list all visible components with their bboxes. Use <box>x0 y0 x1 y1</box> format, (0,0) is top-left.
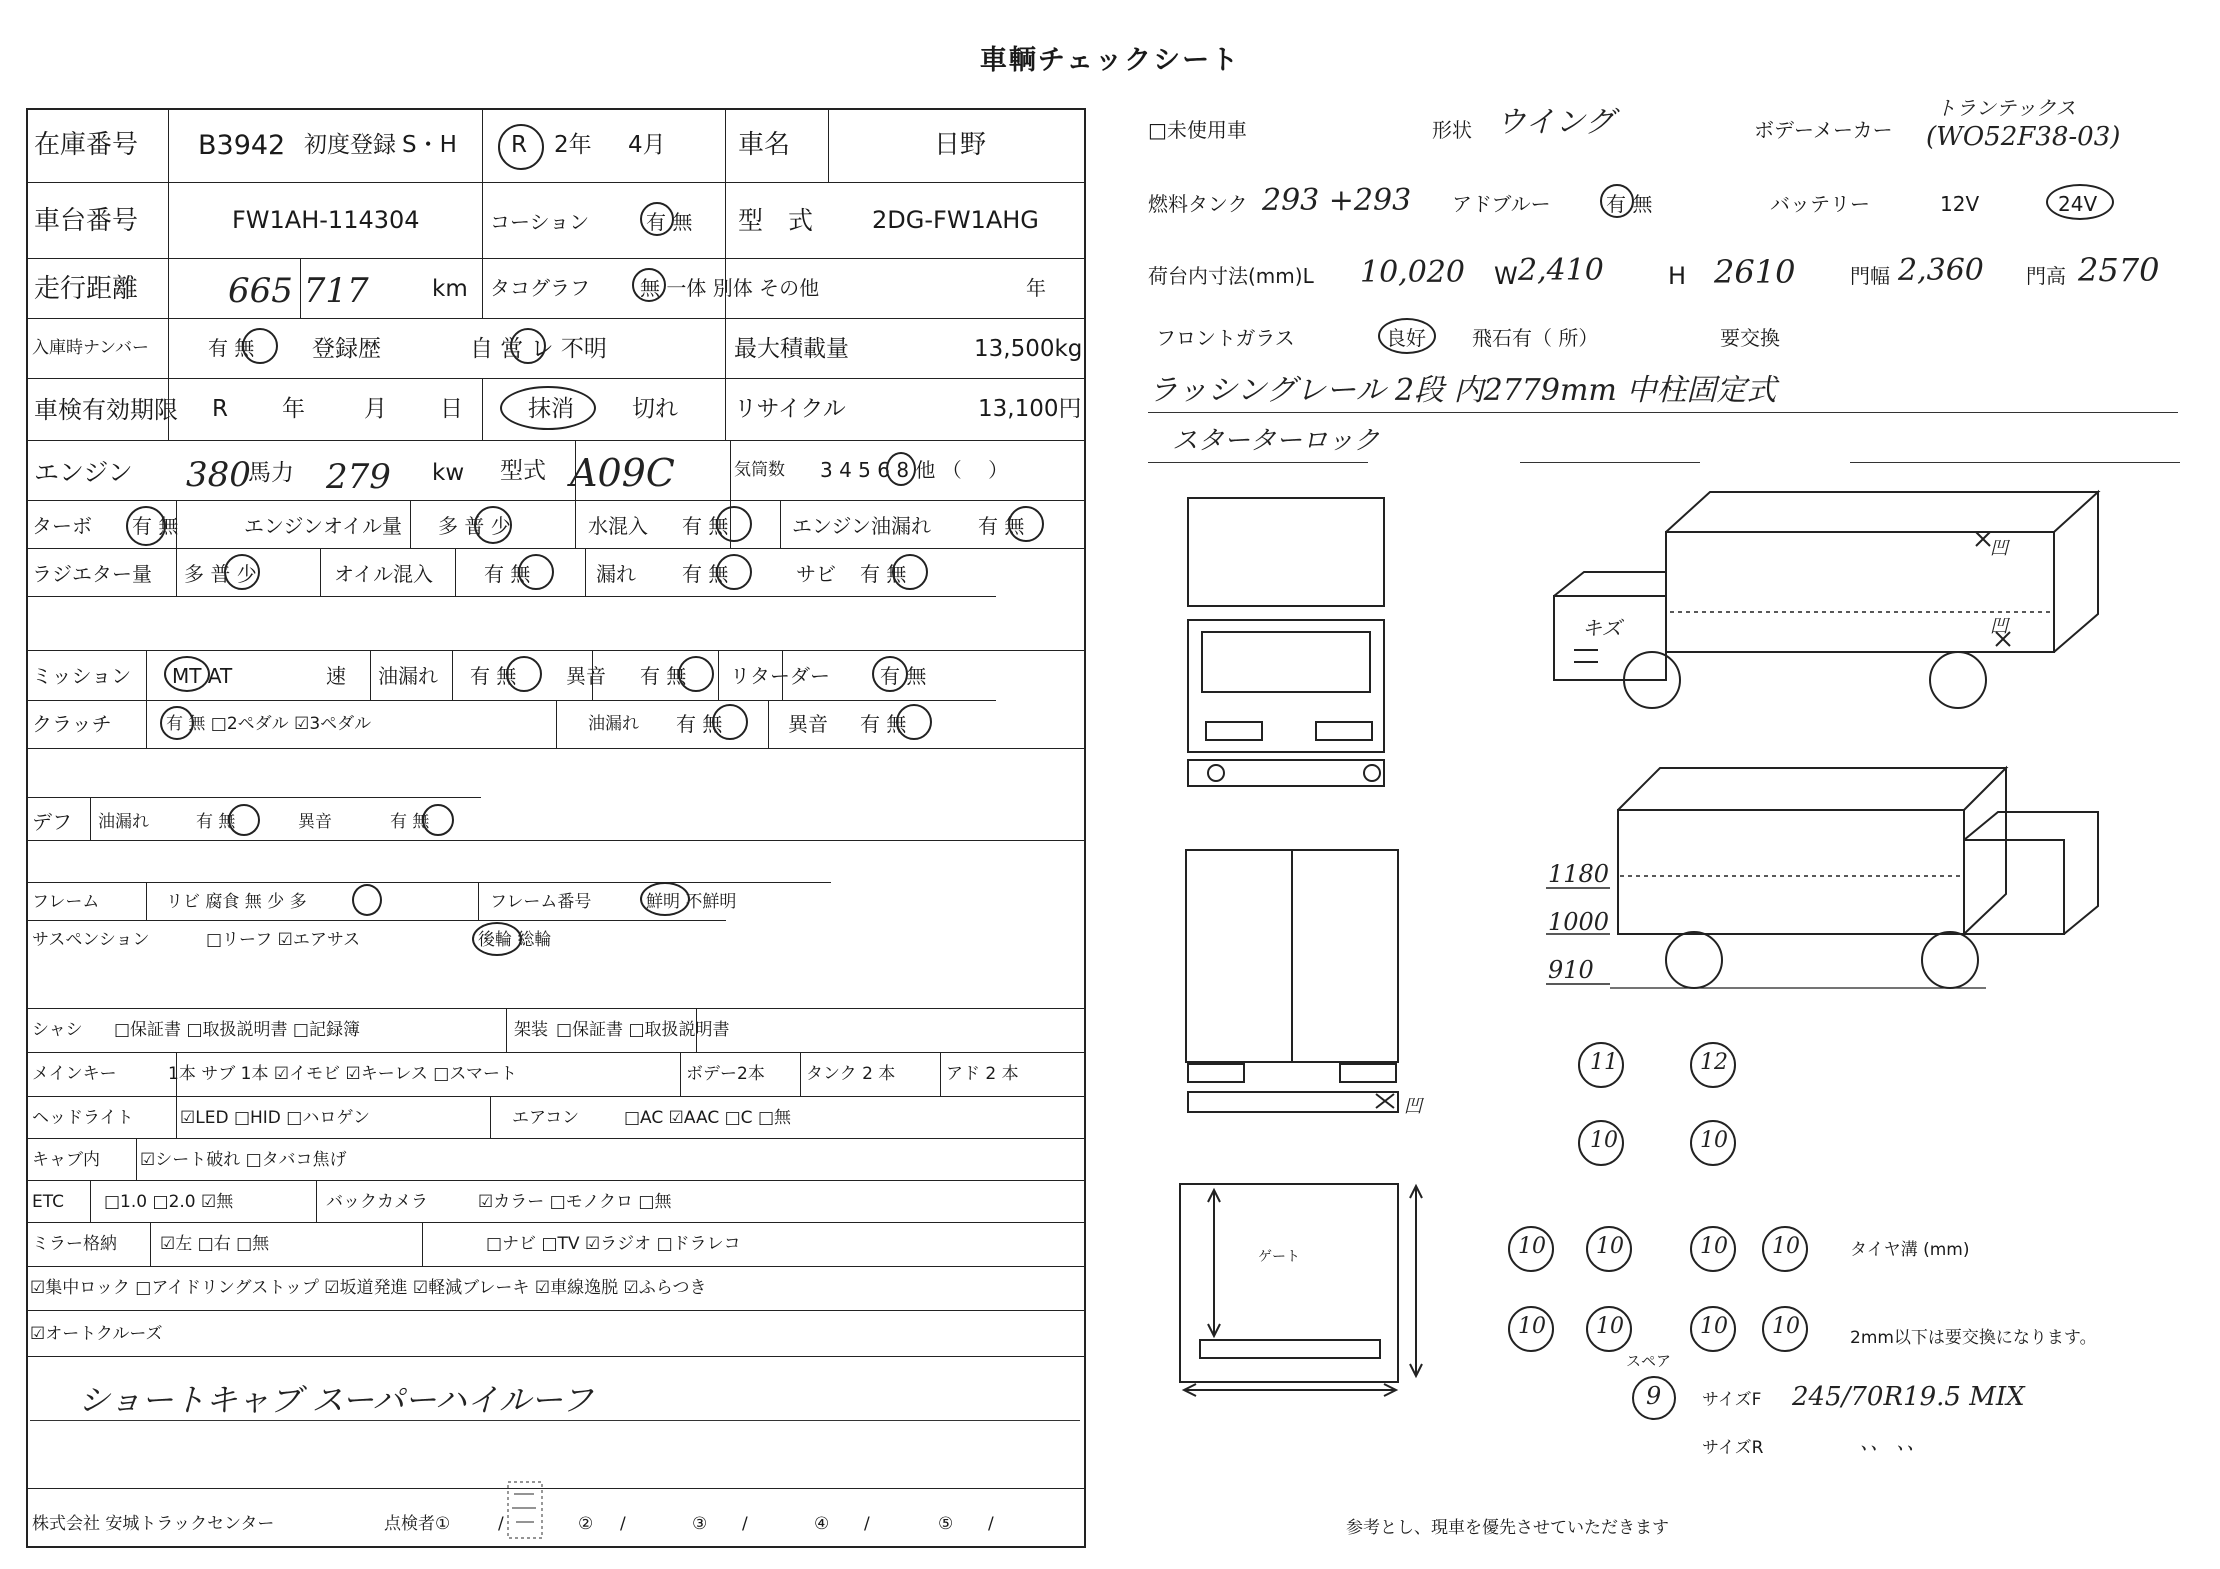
cab-label: キャブ内 <box>32 1150 100 1170</box>
chassis-docs-label: シャシ <box>32 1020 83 1040</box>
leak-options: 有 無 <box>682 562 729 586</box>
insp-day: 日 <box>440 396 463 422</box>
tire-9: 10 <box>1518 1314 1546 1339</box>
max-load-value: 13,500kg <box>974 336 1083 362</box>
gate-label: ゲート <box>1258 1249 1300 1265</box>
ac-options: □AC ☑AAC □C □無 <box>624 1108 792 1128</box>
frame-label: フレーム <box>32 892 100 912</box>
oil-leak-options: 有 無 <box>978 514 1025 538</box>
shape-value: ウイング <box>1496 105 1615 140</box>
inspection-label: 車検有効期限 <box>34 396 178 424</box>
mission-options: MT AT <box>172 664 233 688</box>
clutch-leak-label: 油漏れ <box>588 714 639 734</box>
clutch-options: 有 無 □2ペダル ☑3ペダル <box>166 714 372 734</box>
insp-cancel: 抹消 <box>528 396 574 422</box>
mirror-label: ミラー格納 <box>32 1234 117 1254</box>
era-selected: R <box>511 132 527 158</box>
tire-10: 10 <box>1596 1314 1624 1339</box>
diff-leak-label: 油漏れ <box>98 812 149 832</box>
etc-options: □1.0 □2.0 ☑無 <box>104 1192 234 1212</box>
key-label: メインキー <box>32 1064 117 1084</box>
radiator-options: 多 普 少 <box>184 562 257 586</box>
tire-6: 10 <box>1596 1234 1624 1259</box>
clutch-label: クラッチ <box>32 712 112 736</box>
frame-no-options: 鮮明 不鮮明 <box>646 892 737 912</box>
adblue-label: アドブルー <box>1452 192 1551 216</box>
leak-label: 漏れ <box>596 562 636 586</box>
recycle-label: リサイクル <box>734 396 846 422</box>
coating-options: 有 無 <box>646 210 693 234</box>
company-name: 株式会社 安城トラックセンター <box>32 1514 275 1534</box>
car-name-label: 車名 <box>738 130 791 160</box>
door-width-label: 門幅 <box>1850 264 1890 288</box>
key-options: 1本 サブ 1本 ☑イモビ ☑キーレス □スマート <box>168 1064 518 1084</box>
oil-mix-options: 有 無 <box>484 562 531 586</box>
mission-leak-options: 有 無 <box>470 664 517 688</box>
mission-noise-options: 有 無 <box>640 664 687 688</box>
mileage-label: 走行距離 <box>34 274 139 304</box>
tire-4: 10 <box>1700 1128 1728 1153</box>
inspector-slash: / <box>742 1514 748 1534</box>
door-width: 2,360 <box>1898 253 1984 288</box>
inspector-slash: / <box>864 1514 870 1534</box>
inspector-slot-3: ③ <box>692 1514 708 1534</box>
tire-5: 10 <box>1518 1234 1546 1259</box>
susp-label: サスペンション <box>32 930 150 950</box>
recycle-value: 13,100円 <box>978 396 1082 422</box>
first-reg-label: 初度登録 <box>304 132 396 158</box>
damage-note-lower: 凹 <box>1990 616 2008 637</box>
era-options: S・H <box>402 132 457 158</box>
top-view <box>1180 1184 1398 1382</box>
chassis-no-value: FW1AH-114304 <box>232 206 420 234</box>
frame-options: リビ 腐食 無 少 多 <box>166 892 307 912</box>
rear-dent-note: 凹 <box>1404 1096 1422 1117</box>
tire-replace-note: 2mm以下は要交換になります。 <box>1850 1328 2097 1348</box>
camera-options: ☑カラー □モノクロ □無 <box>478 1192 672 1212</box>
susp-options: □リーフ ☑エアサス <box>206 930 361 950</box>
mission-noise-label: 異音 <box>566 664 606 688</box>
fuel-label: 燃料タンク <box>1148 192 1248 216</box>
size-front-label: サイズF <box>1702 1390 1762 1410</box>
insp-r: R <box>212 396 228 422</box>
cyl-options: 3 4 5 6 8 他 （ ） <box>820 458 1009 482</box>
remark-line-1: ラッシングレール 2段 内2779mm 中柱固定式 <box>1148 373 1777 408</box>
mirror-options: ☑左 □右 □無 <box>160 1234 270 1254</box>
chassis-docs-options: □保証書 □取扱説明書 □記録簿 <box>114 1020 360 1040</box>
side-view-b-cargo <box>1618 810 1964 934</box>
adblue-key: アド 2 本 <box>946 1064 1019 1084</box>
windshield-good: 良好 <box>1386 326 1426 350</box>
cargo-width-label: W <box>1494 262 1518 290</box>
cargo-length: 10,020 <box>1360 255 1465 290</box>
kw-label: kw <box>432 460 465 486</box>
floor-height-1000: 1000 <box>1548 908 1610 936</box>
tire-1: 11 <box>1590 1050 1618 1075</box>
tank-key: タンク 2 本 <box>806 1064 896 1084</box>
replace-label: 要交換 <box>1720 326 1780 350</box>
car-name-value: 日野 <box>934 130 987 160</box>
oil-leak-label: エンジン油漏れ <box>792 514 931 538</box>
insp-expired: 切れ <box>632 396 678 422</box>
adblue-options: 有 無 <box>1606 192 1653 216</box>
scratch-note: キズ <box>1582 616 1622 640</box>
inspector-slash: / <box>620 1514 626 1534</box>
remark-line-2: スターターロック <box>1172 426 1380 456</box>
fuel-value: 293 +293 <box>1262 183 1412 218</box>
susp-extra: 後輪 総輪 <box>478 930 552 950</box>
clutch-noise-options: 有 無 <box>860 712 907 736</box>
page-title: 車輌チェックシート <box>979 45 1241 76</box>
windshield-label: フロントガラス <box>1156 326 1295 350</box>
camera-label: バックカメラ <box>326 1192 428 1212</box>
door-height-label: 門高 <box>2026 264 2066 288</box>
cyl-label: 気筒数 <box>734 460 785 480</box>
tire-8: 10 <box>1772 1234 1800 1259</box>
stock-no-label: 在庫番号 <box>34 130 139 160</box>
inspector-slot-4: ④ <box>814 1514 830 1534</box>
body-docs-label: 架装 <box>514 1020 548 1040</box>
front-view-top <box>1188 498 1384 606</box>
damage-note-upper: 凹 <box>1990 538 2008 559</box>
cargo-dim-label: 荷台内寸法(mm)L <box>1148 264 1314 288</box>
turbo-label: ターボ <box>32 514 92 538</box>
front-view-cab <box>1188 620 1384 752</box>
floor-height-910: 910 <box>1548 956 1594 984</box>
reference-note: 参考とし、現車を優先させていただきます <box>1346 1518 1669 1538</box>
notes-handwritten: ショートキャブ スーパーハイルーフ <box>78 1381 594 1419</box>
mileage-unit: km <box>432 276 468 302</box>
inspector-slash: / <box>988 1514 994 1534</box>
reg-history-label: 登録歴 <box>312 336 381 362</box>
mission-leak-label: 油漏れ <box>378 664 438 688</box>
headlight-options: ☑LED □HID □ハロゲン <box>180 1108 371 1128</box>
size-rear-label: サイズR <box>1702 1438 1764 1458</box>
diff-label: デフ <box>32 810 72 834</box>
reg-month: 4月 <box>628 132 666 158</box>
chip-label: 飛石有（ 所） <box>1472 326 1599 350</box>
spare-label: スペア <box>1626 1352 1672 1370</box>
stock-no-value: B3942 <box>198 130 286 161</box>
tire-7: 10 <box>1700 1234 1728 1259</box>
mission-speed: 速 <box>326 664 346 688</box>
retarder-options: 有 無 <box>880 664 927 688</box>
engine-model-value: A09C <box>570 451 675 495</box>
kw-value: 279 <box>326 457 391 497</box>
body-maker-name: トランテックス <box>1936 96 2076 120</box>
cruise-option: ☑オートクルーズ <box>30 1324 163 1344</box>
shape-label: 形状 <box>1432 118 1472 142</box>
safety-options: ☑集中ロック □アイドリングストップ ☑坂道発進 ☑軽減ブレーキ ☑車線逸脱 ☑ふらつき <box>30 1278 707 1298</box>
oil-mix-label: オイル混入 <box>334 562 433 586</box>
clutch-leak-options: 有 無 <box>676 712 723 736</box>
model-label: 型 式 <box>738 206 814 235</box>
battery-label: バッテリー <box>1770 192 1870 216</box>
unused-checkbox: □未使用車 <box>1148 118 1247 142</box>
water-label: 水混入 <box>588 514 648 538</box>
body-docs-options: □保証書 □取扱説明書 <box>556 1020 730 1040</box>
nav-options: □ナビ □TV ☑ラジオ □ドラレコ <box>486 1234 741 1254</box>
size-front-value: 245/70R19.5 MIX <box>1792 1382 2025 1412</box>
cargo-width: 2,410 <box>1518 253 1604 288</box>
headlight-label: ヘッドライト <box>32 1108 134 1128</box>
engine-label: エンジン <box>34 458 133 487</box>
tire-11: 10 <box>1700 1314 1728 1339</box>
model-value: 2DG-FW1AHG <box>872 206 1039 234</box>
frame-no-label: フレーム番号 <box>490 892 592 912</box>
tacho-year: 年 <box>1026 276 1046 300</box>
cargo-height-label: H <box>1668 262 1687 290</box>
hp-value: 380 <box>186 455 251 495</box>
battery-12v: 12V <box>1940 192 1980 216</box>
tire-12: 10 <box>1772 1314 1800 1339</box>
tire-2: 12 <box>1700 1050 1728 1075</box>
rust-label: サビ <box>796 562 836 586</box>
inspector-slash: / <box>498 1514 504 1534</box>
ac-label: エアコン <box>512 1108 580 1128</box>
spare-value: 9 <box>1646 1382 1662 1410</box>
inspector-slot-5: ⑤ <box>938 1514 954 1534</box>
tacho-label: タコグラフ <box>490 276 590 300</box>
inspector-label: 点検者① <box>384 1514 451 1534</box>
clutch-noise-label: 異音 <box>788 712 828 736</box>
body-key: ボデー2本 <box>686 1064 765 1084</box>
tacho-options: 無 一体 別体 その他 <box>640 276 820 300</box>
radiator-label: ラジエター量 <box>32 562 152 586</box>
hp-label: 馬力 <box>248 460 294 486</box>
oil-amount-options: 多 普 少 <box>438 514 511 538</box>
rust-options: 有 無 <box>860 562 907 586</box>
diff-noise-label: 異音 <box>298 812 332 832</box>
door-height: 2570 <box>2078 251 2160 289</box>
max-load-label: 最大積載量 <box>734 336 849 362</box>
engine-model-label: 型式 <box>500 458 546 484</box>
turbo-options: 有 無 <box>132 514 179 538</box>
plate-options: 有 無 <box>208 336 255 360</box>
coating-label: コーション <box>490 210 590 234</box>
tire-depth-label: タイヤ溝 (mm) <box>1850 1240 1970 1260</box>
battery-24v: 24V <box>2058 192 2098 216</box>
cargo-height: 2610 <box>1714 253 1796 291</box>
floor-height-1180: 1180 <box>1548 860 1610 888</box>
etc-label: ETC <box>32 1192 64 1212</box>
reg-year: 2年 <box>554 132 592 158</box>
body-maker-label: ボデーメーカー <box>1754 118 1893 142</box>
size-rear-value: 、、 、、 <box>1860 1430 1927 1454</box>
tire-3: 10 <box>1590 1128 1618 1153</box>
plate-label: 入庫時ナンバー <box>32 338 149 358</box>
reg-history-options: 自 営 レ 不明 <box>470 336 607 362</box>
chassis-no-label: 車台番号 <box>34 206 139 236</box>
water-options: 有 無 <box>682 514 729 538</box>
body-maker-code: (WO52F38-03) <box>1926 122 2121 152</box>
diff-noise-options: 有 無 <box>390 812 430 832</box>
insp-month: 月 <box>364 396 387 422</box>
inspector-slot-2: ② <box>578 1514 594 1534</box>
retarder-label: リターダー <box>730 664 830 688</box>
cab-options: ☑シート破れ □タバコ焦げ <box>140 1150 347 1170</box>
mission-label: ミッション <box>32 664 132 688</box>
oil-amount-label: エンジンオイル量 <box>244 514 402 538</box>
mileage-value: 665 717 <box>228 271 369 311</box>
insp-year: 年 <box>282 396 305 422</box>
diff-leak-options: 有 無 <box>196 812 236 832</box>
